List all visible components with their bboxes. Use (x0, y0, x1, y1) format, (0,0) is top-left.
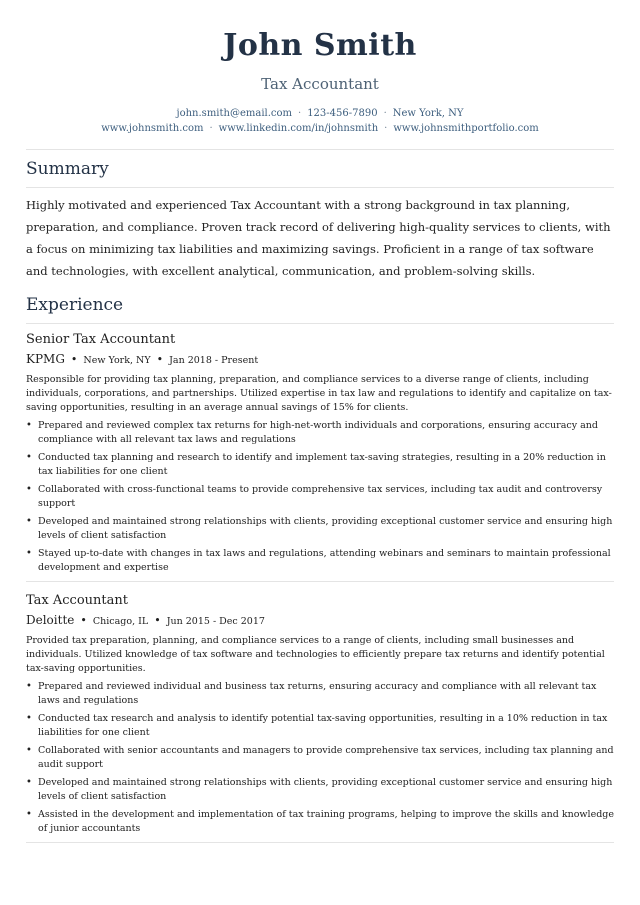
bullet-item: • Prepared and reviewed complex tax returns for high-net-worth individuals and corporations, ensuring accuracy and compliance with all relevant tax laws and regulations (26, 419, 614, 447)
job-bullets (26, 419, 614, 575)
job-location: Chicago, IL (92, 616, 149, 627)
bullet-item: • Prepared and reviewed individual and business tax returns, ensuring accuracy and compliance with all relevant tax laws and regulations (26, 680, 614, 708)
job-title-heading: Tax Accountant (261, 75, 379, 93)
location-text: New York, NY (392, 108, 464, 119)
bullet-item: • Conducted tax research and analysis to identify potential tax-saving opportunities, resulting in a 10% reduction in tax liabilities for one client (26, 712, 614, 740)
job-entry (26, 331, 614, 575)
company-name: Deloitte (26, 613, 75, 627)
contact-info (26, 106, 614, 136)
divider (26, 187, 614, 188)
divider (26, 842, 614, 843)
linkedin-link[interactable]: www.linkedin.com/in/johnsmith (218, 123, 379, 134)
contact-line-2: www.johnsmith.com · www.linkedin.com/in/johnsmith · www.johnsmithportfolio.com (101, 123, 539, 134)
bullet-item: • Developed and maintained strong relationships with clients, providing exceptional customer service and ensuring high levels of client satisfaction (26, 515, 614, 543)
bullet-item: • Stayed up-to-date with changes in tax laws and regulations, attending webinars and seminars to maintain professional development and expertise (26, 547, 614, 575)
bullet-item: • Developed and maintained strong relationships with clients, providing exceptional customer service and ensuring high levels of client satisfaction (26, 776, 614, 804)
job-description: Responsible for providing tax planning, preparation, and compliance services to a diverse range of clients, including individuals, corporations, and partnerships. Utilized expertise in tax law and regulations to identify and capitalize on tax-saving opportunities, resulting in an average annual savings of 15% for clients. (26, 374, 612, 413)
resume-header (26, 0, 614, 136)
company-name: KPMG (26, 352, 65, 366)
candidate-name: John Smith (223, 28, 417, 63)
job-meta: KPMG • New York, NY • Jan 2018 - Present (26, 352, 259, 366)
bullet-item: • Conducted tax planning and research to identify and implement tax-saving strategies, resulting in a 20% reduction in tax liabilities for one client (26, 451, 614, 479)
experience-heading: Experience (26, 295, 124, 315)
summary-text: Highly motivated and experienced Tax Accountant with a strong background in tax planning, preparation, and compliance. Proven track record of delivering high-quality services to clients, with a focus on minimizing tax liabilities and maximizing savings. Proficient in a range of tax software and technologies, with excellent analytical, communication, and problem-solving skills. (26, 198, 611, 278)
job-title: Senior Tax Accountant (26, 332, 176, 347)
job-description: Provided tax preparation, planning, and compliance services to a range of clients, including small businesses and individuals. Utilized knowledge of tax software and technologies to efficiently prepare tax returns and identify potential tax-saving opportunities. (26, 635, 605, 674)
job-dates: Jan 2018 - Present (169, 355, 259, 366)
job-dates: Jun 2015 - Dec 2017 (166, 616, 265, 627)
summary-heading: Summary (26, 159, 109, 179)
experience-section (26, 294, 614, 843)
summary-section (26, 158, 614, 282)
bullet-item: • Collaborated with cross-functional teams to provide comprehensive tax services, including tax audit and controversy support (26, 483, 614, 511)
job-bullets (26, 680, 614, 836)
website-link[interactable]: www.johnsmith.com (101, 123, 204, 134)
job-entry (26, 592, 614, 836)
job-location: New York, NY (83, 355, 151, 366)
email-link[interactable]: john.smith@email.com (176, 108, 292, 119)
bullet-item: • Assisted in the development and implementation of tax training programs, helping to improve the skills and knowledge of junior accountants (26, 808, 614, 836)
contact-line-1: john.smith@email.com · 123-456-7890 · New York, NY (176, 108, 464, 119)
job-meta: Deloitte • Chicago, IL • Jun 2015 - Dec 2017 (26, 613, 265, 627)
divider (26, 323, 614, 324)
phone-number[interactable]: 123-456-7890 (307, 108, 378, 119)
bullet-item: • Collaborated with senior accountants and managers to provide comprehensive tax services, including tax planning and audit support (26, 744, 614, 772)
job-title: Tax Accountant (26, 593, 128, 608)
portfolio-link[interactable]: www.johnsmithportfolio.com (393, 123, 539, 134)
divider (26, 149, 614, 150)
divider (26, 581, 614, 582)
